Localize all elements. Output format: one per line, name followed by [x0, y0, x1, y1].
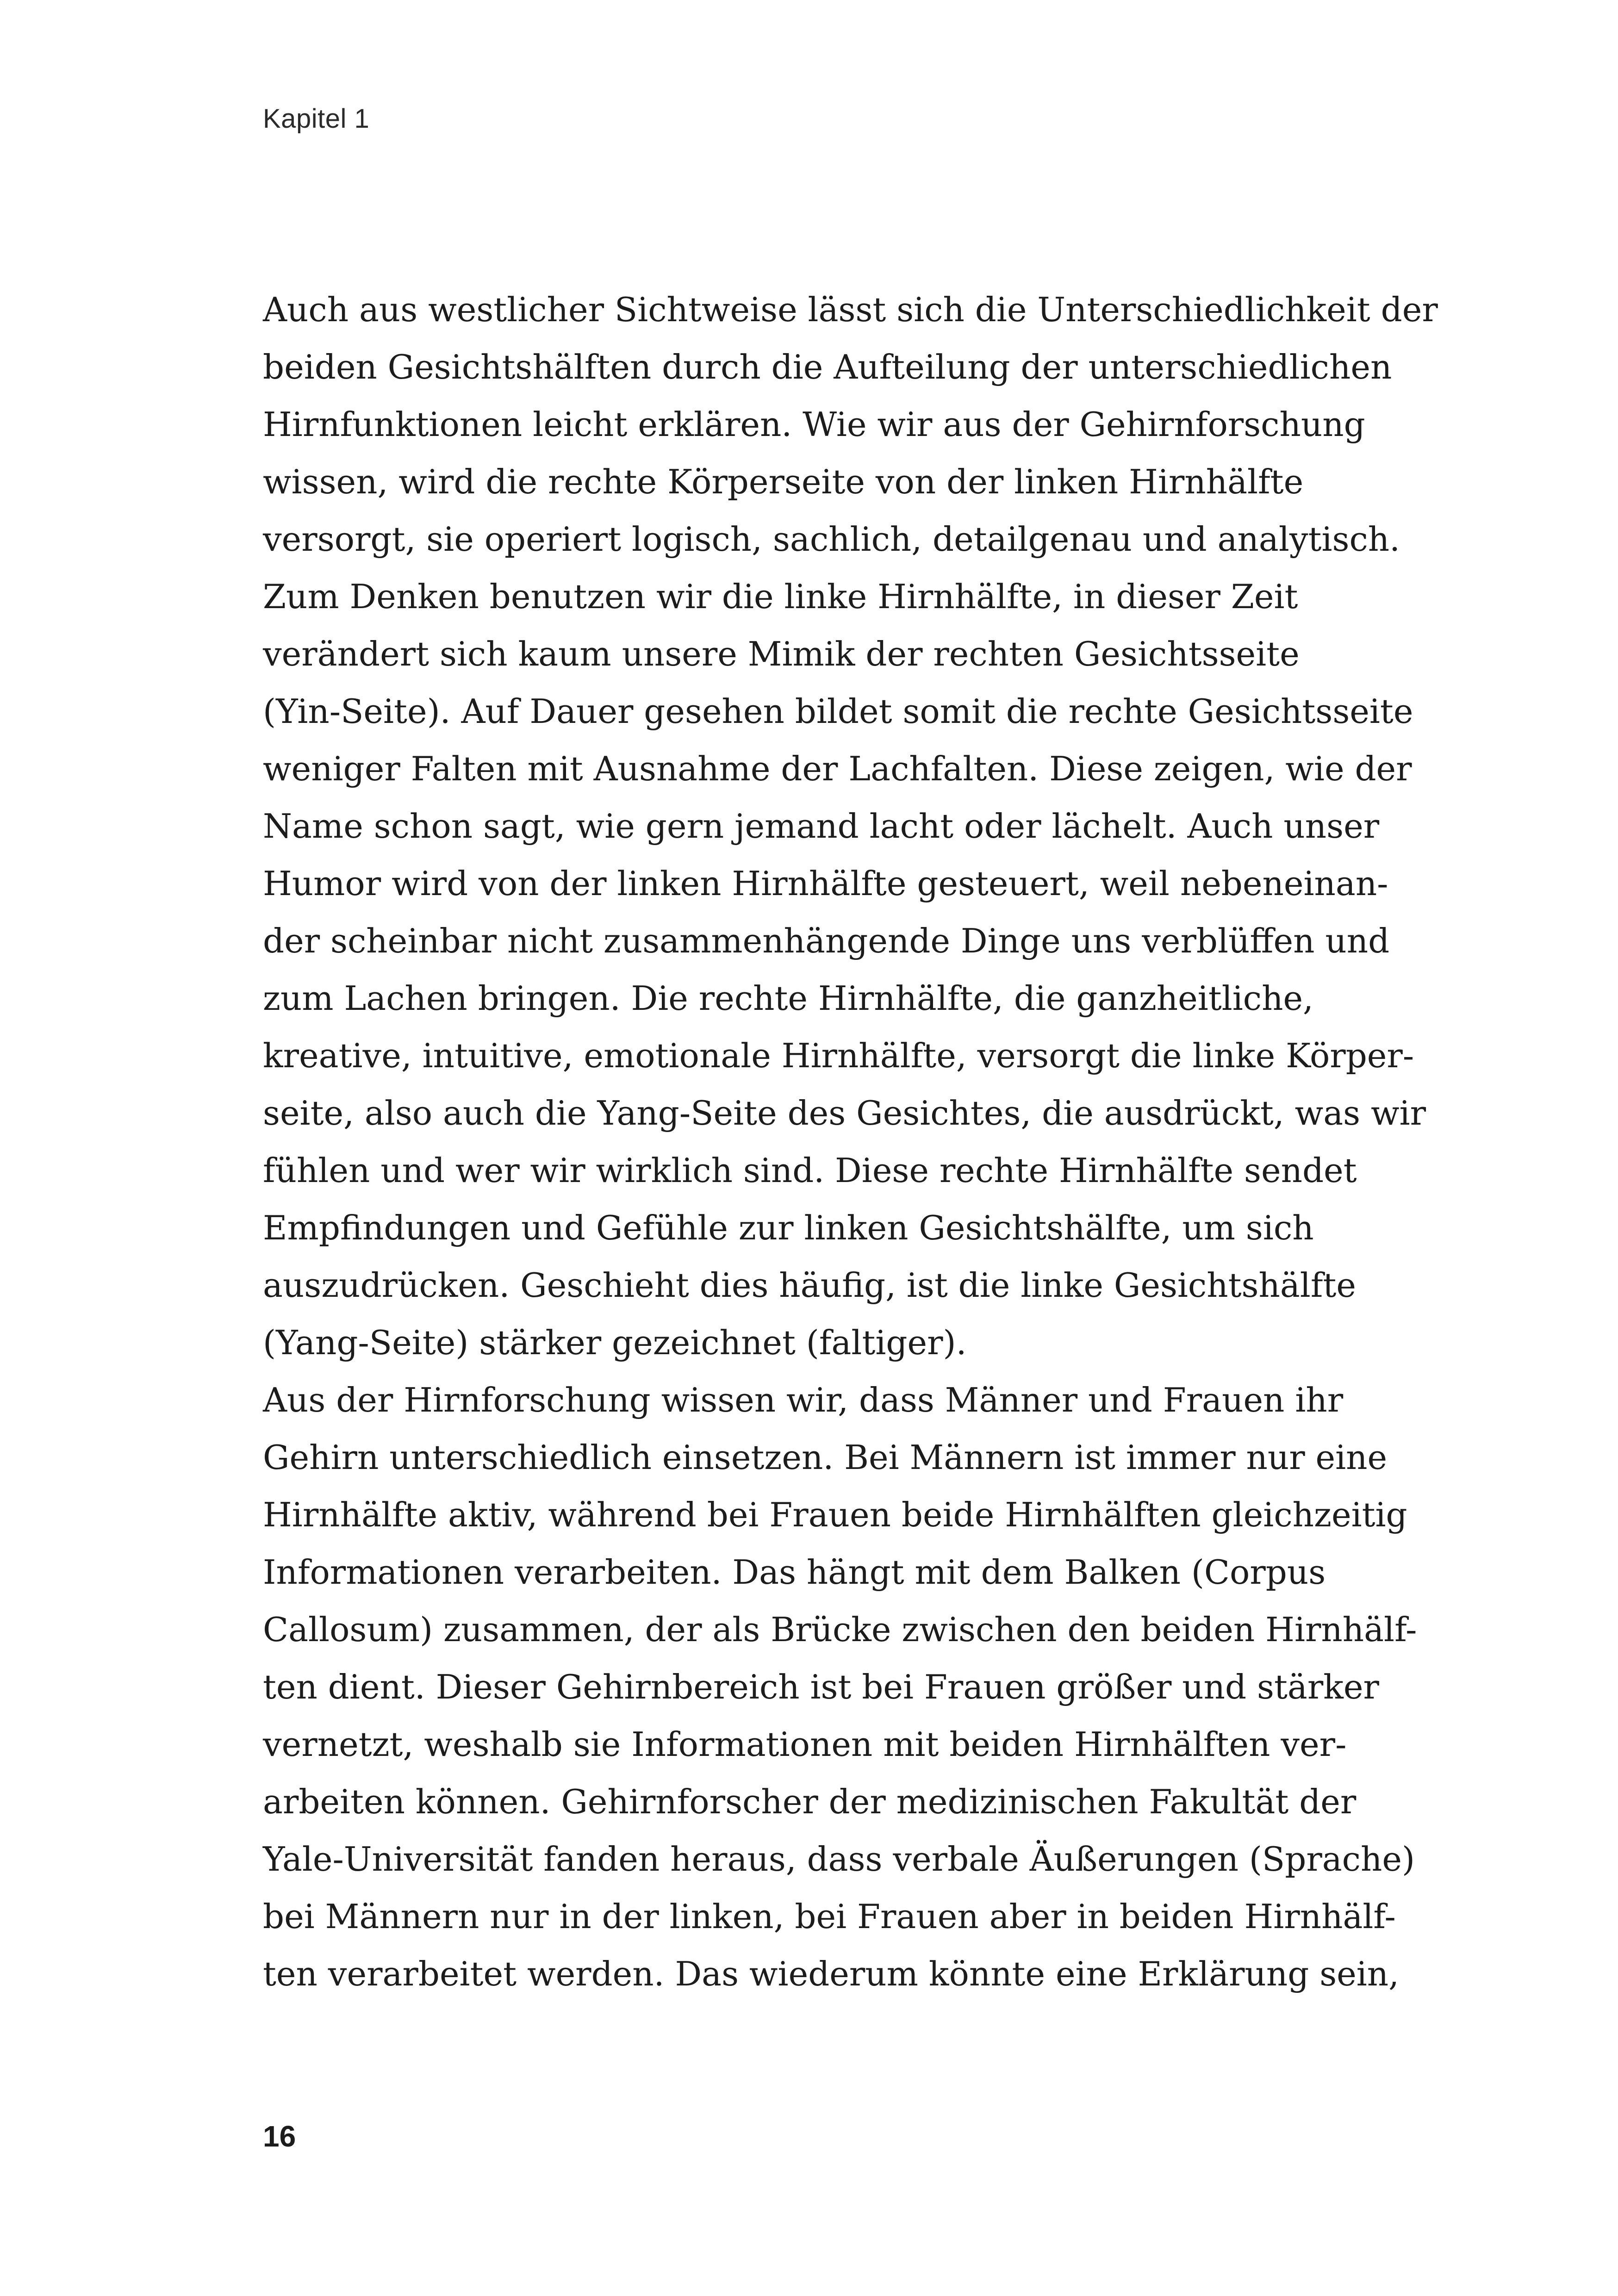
text-line: auszudrücken. Geschieht dies häufig, ist die linke Gesichtshälfte — [263, 1266, 1357, 1305]
text-line: (Yang-Seite) stärker gezeichnet (faltiger). — [263, 1323, 967, 1362]
text-line: Callosum) zusammen, der als Brücke zwischen den beiden Hirnhälf- — [263, 1610, 1417, 1649]
text-line: Name schon sagt, wie gern jemand lacht oder lächelt. Auch unser — [263, 807, 1380, 846]
running-head: Kapitel 1 — [263, 104, 370, 134]
text-line: versorgt, sie operiert logisch, sachlich, detailgenau und analytisch. — [263, 520, 1400, 559]
text-line: bei Männern nur in der linken, bei Frauen aber in beiden Hirnhälf- — [263, 1897, 1396, 1936]
text-line: ten verarbeitet werden. Das wiederum könnte eine Erklärung sein, — [263, 1954, 1400, 1993]
text-line: fühlen und wer wir wirklich sind. Diese rechte Hirnhälfte sendet — [263, 1151, 1357, 1190]
text-line: beiden Gesichtshälften durch die Aufteilung der unterschiedlichen — [263, 348, 1392, 386]
text-line: seite, also auch die Yang-Seite des Gesichtes, die ausdrückt, was wir — [263, 1094, 1426, 1132]
body-text — [263, 281, 1438, 2003]
text-line: (Yin-Seite). Auf Dauer gesehen bildet somit die rechte Gesichtsseite — [263, 692, 1413, 731]
text-line: Auch aus westlicher Sichtweise lässt sich die Unterschiedlichkeit der — [263, 290, 1438, 329]
text-line: Aus der Hirnforschung wissen wir, dass Männer und Frauen ihr — [263, 1381, 1344, 1419]
text-line: Hirnfunktionen leicht erklären. Wie wir aus der Gehirnforschung — [263, 405, 1365, 444]
text-line: verändert sich kaum unsere Mimik der rechten Gesichtsseite — [263, 635, 1300, 673]
text-line: Empfindungen und Gefühle zur linken Gesichtshälfte, um sich — [263, 1208, 1314, 1247]
text-line: Gehirn unterschiedlich einsetzen. Bei Männern ist immer nur eine — [263, 1438, 1388, 1477]
text-line: arbeiten können. Gehirnforscher der medizinischen Fakultät der — [263, 1782, 1357, 1821]
text-line: der scheinbar nicht zusammenhängende Dinge uns verblüffen und — [263, 921, 1390, 960]
text-line: zum Lachen bringen. Die rechte Hirnhälfte, die ganzheitliche, — [263, 979, 1313, 1018]
text-line: wissen, wird die rechte Körperseite von der linken Hirnhälfte — [263, 462, 1304, 501]
text-line: Hirnhälfte aktiv, während bei Frauen beide Hirnhälften gleichzeitig — [263, 1495, 1407, 1534]
text-line: kreative, intuitive, emotionale Hirnhälfte, versorgt die linke Körper- — [263, 1036, 1414, 1075]
text-line: ten dient. Dieser Gehirnbereich ist bei Frauen größer und stärker — [263, 1668, 1379, 1706]
text-line: weniger Falten mit Ausnahme der Lachfalten. Diese zeigen, wie der — [263, 749, 1412, 788]
text-line: Informationen verarbeiten. Das hängt mit dem Balken (Corpus — [263, 1553, 1326, 1592]
page-number: 16 — [263, 2120, 296, 2153]
text-line: Yale-Universität fanden heraus, dass verbale Äußerungen (Sprache) — [263, 1840, 1415, 1879]
text-line: Humor wird von der linken Hirnhälfte gesteuert, weil nebeneinan- — [263, 864, 1388, 903]
text-line: vernetzt, weshalb sie Informationen mit beiden Hirnhälften ver- — [263, 1725, 1347, 1764]
text-line: Zum Denken benutzen wir die linke Hirnhälfte, in dieser Zeit — [263, 577, 1298, 616]
